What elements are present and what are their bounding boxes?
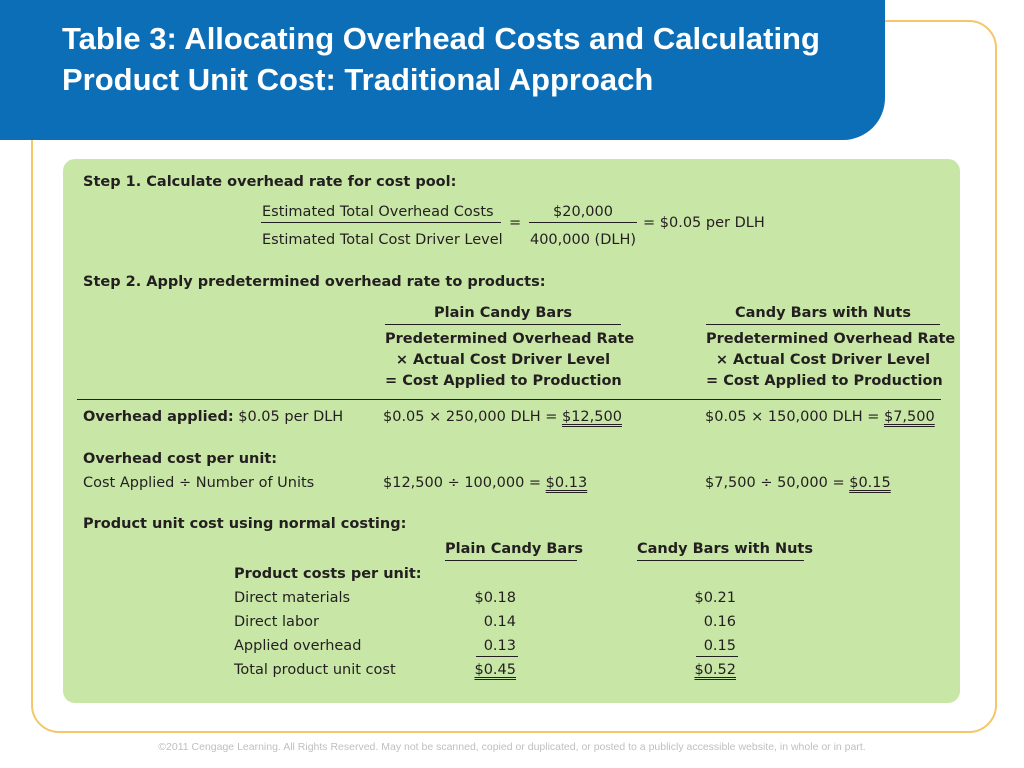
- table-panel: [63, 159, 960, 703]
- row-nuts-value: 0.15: [703, 638, 736, 654]
- overhead-per-unit-nuts-formula: $7,500 ÷ 50,000 =: [705, 475, 850, 491]
- row-plain-value: 0.14: [483, 614, 516, 630]
- step1-numerator-label: Estimated Total Overhead Costs: [262, 204, 494, 220]
- table-divider: [77, 399, 941, 400]
- product-cost-plain-header: Plain Candy Bars: [445, 541, 583, 557]
- overhead-applied-plain: [383, 408, 622, 426]
- step2-nuts-title: Candy Bars with Nuts: [735, 305, 911, 321]
- step1-result: = $0.05 per DLH: [643, 215, 765, 231]
- overhead-applied-nuts: [705, 408, 935, 426]
- step2-plain-title: Plain Candy Bars: [434, 305, 572, 321]
- product-cost-plain-header-rule: [445, 560, 577, 561]
- overhead-per-unit-plain: [383, 474, 587, 492]
- step1-fraction-line-right: [529, 222, 637, 223]
- step2-plain-line3: = Cost Applied to Production: [385, 373, 622, 389]
- step2-nuts-line1: Predetermined Overhead Rate: [706, 331, 956, 347]
- subtotal-rule-nuts: [696, 656, 738, 657]
- step1-denominator-value: 400,000 (DLH): [529, 232, 637, 248]
- row-plain-total-cell: [466, 661, 516, 679]
- row-label: Total product unit cost: [234, 662, 396, 678]
- subtotal-rule-plain: [476, 656, 518, 657]
- step1-heading: Step 1. Calculate overhead rate for cost pool:: [83, 174, 457, 190]
- overhead-applied-rate: $0.05 per DLH: [238, 409, 344, 425]
- row-plain-value: $0.18: [474, 590, 516, 606]
- slide-title: Table 3: Allocating Overhead Costs and Calculating Product Unit Cost: Traditional Approach: [62, 21, 820, 97]
- row-label: Direct labor: [234, 614, 319, 630]
- overhead-per-unit-plain-result: $0.13: [545, 475, 588, 491]
- product-cost-heading: Product unit cost using normal costing:: [83, 516, 407, 532]
- step2-nuts-line3: = Cost Applied to Production: [706, 373, 943, 389]
- overhead-applied-plain-formula: $0.05 × 250,000 DLH =: [383, 409, 562, 425]
- product-cost-subheading: Product costs per unit:: [234, 566, 422, 582]
- row-nuts-total-cell: [686, 661, 736, 679]
- step2-plain-line1: Predetermined Overhead Rate: [385, 331, 635, 347]
- overhead-per-unit-nuts-result: $0.15: [849, 475, 891, 491]
- overhead-applied-nuts-formula: $0.05 × 150,000 DLH =: [705, 409, 884, 425]
- step2-nuts-title-rule: [706, 324, 940, 325]
- overhead-applied-label: Overhead applied:: [83, 409, 234, 425]
- step1-fraction-line-left: [261, 222, 501, 223]
- copyright-footer: ©2011 Cengage Learning. All Rights Reserved. May not be scanned, copied or duplicated, or posted to a publicly accessible website, in whole or in part.: [158, 741, 866, 753]
- row-plain-value: $0.45: [474, 662, 516, 678]
- step1-numerator-value: $20,000: [553, 204, 613, 220]
- overhead-per-unit-formula: Cost Applied ÷ Number of Units: [83, 475, 315, 491]
- title-banner: [0, 0, 885, 140]
- overhead-per-unit-plain-formula: $12,500 ÷ 100,000 =: [383, 475, 546, 491]
- step2-heading: Step 2. Apply predetermined overhead rate to products:: [83, 274, 546, 290]
- overhead-applied-nuts-result: $7,500: [883, 409, 935, 425]
- table-figure: [60, 155, 965, 708]
- row-label: Direct materials: [234, 590, 351, 606]
- overhead-applied-plain-result: $12,500: [561, 409, 622, 425]
- row-nuts-value: 0.16: [703, 614, 736, 630]
- step2-nuts-line2: × Actual Cost Driver Level: [715, 352, 931, 368]
- row-plain-value: 0.13: [483, 638, 516, 654]
- step2-plain-title-rule: [385, 324, 621, 325]
- row-nuts-value: $0.52: [694, 662, 736, 678]
- row-label: Applied overhead: [234, 638, 362, 654]
- step2-plain-line2: × Actual Cost Driver Level: [395, 352, 611, 368]
- step1-denominator-label: Estimated Total Cost Driver Level: [262, 232, 503, 248]
- overhead-applied-row: [83, 408, 343, 426]
- row-nuts-value: $0.21: [694, 590, 736, 606]
- overhead-per-unit-label: Overhead cost per unit:: [83, 451, 278, 467]
- product-cost-nuts-header-rule: [637, 560, 804, 561]
- overhead-per-unit-nuts: [705, 474, 891, 492]
- product-cost-nuts-header: Candy Bars with Nuts: [637, 541, 813, 557]
- step1-equals-sign: =: [509, 215, 522, 231]
